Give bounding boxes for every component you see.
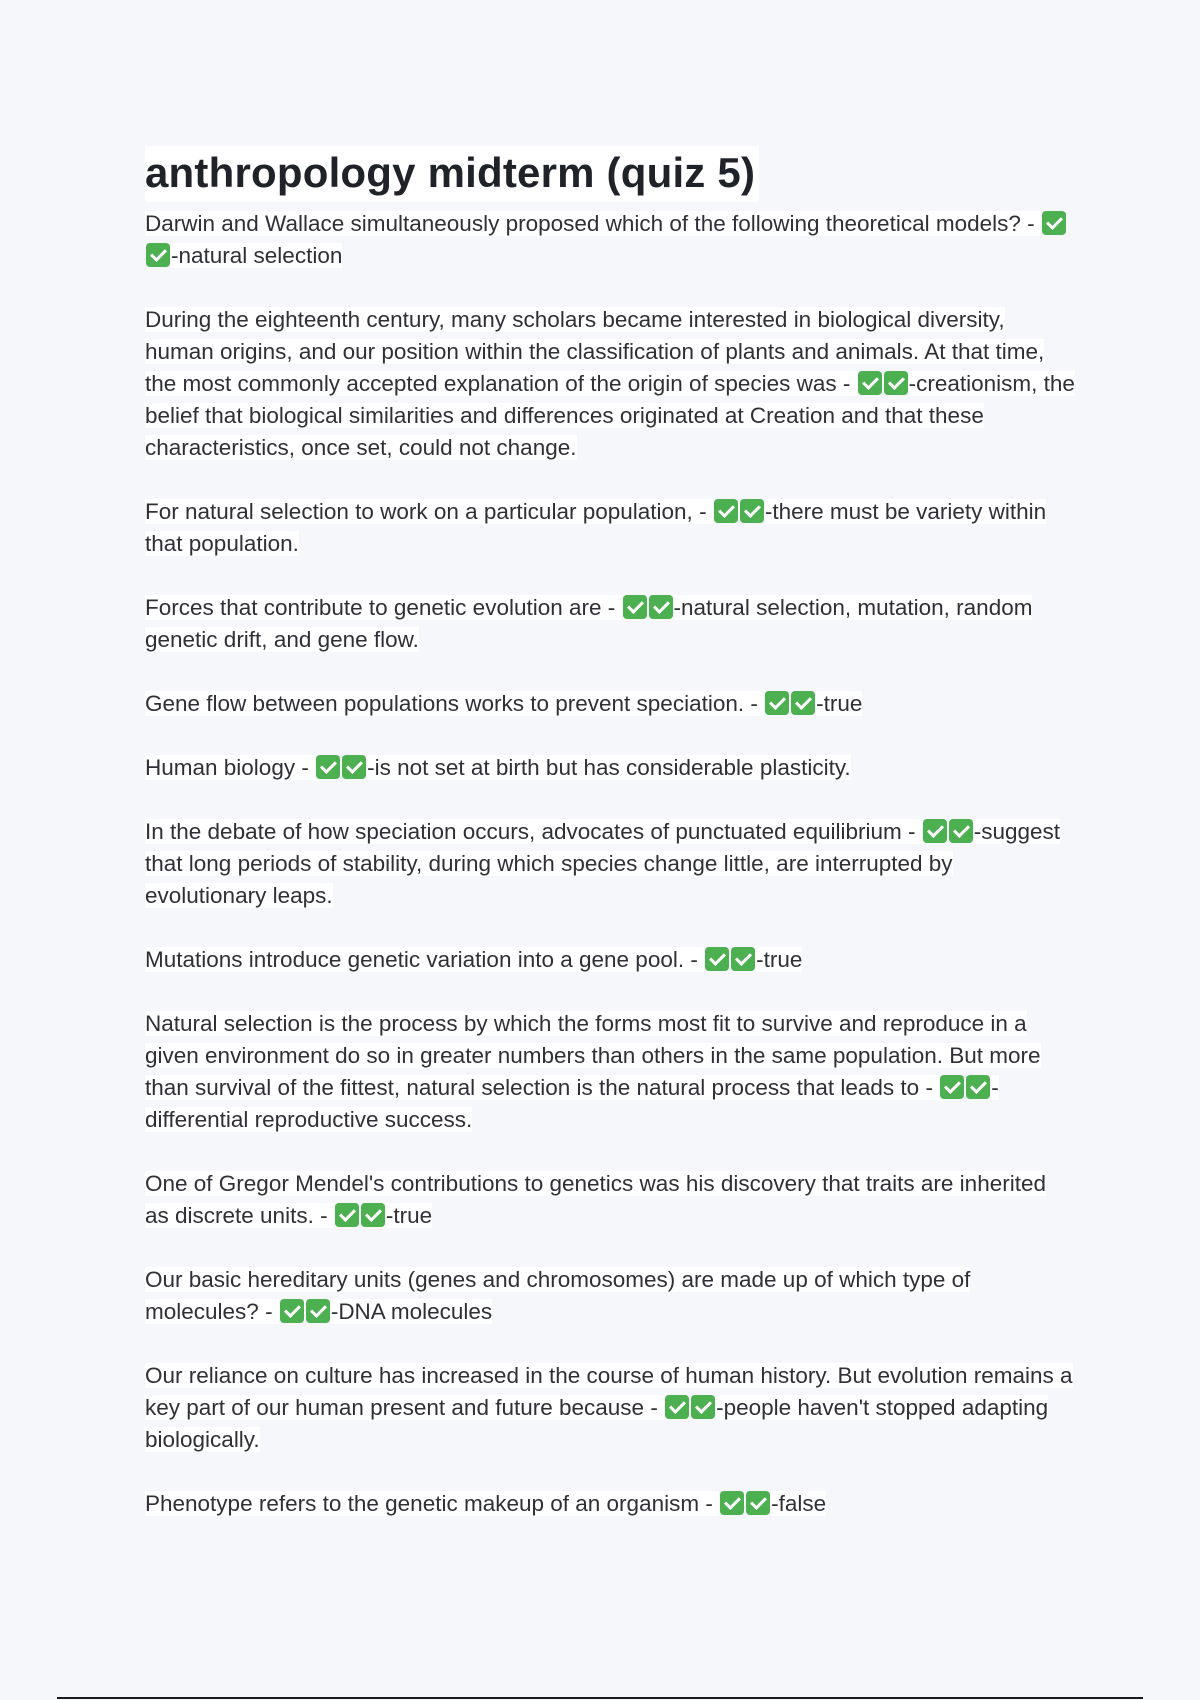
page-title: anthropology midterm (quiz 5) — [145, 146, 759, 202]
check-mark-icon — [280, 1299, 304, 1323]
qa-item — [145, 496, 1075, 560]
answer-prefix: - — [673, 595, 682, 620]
check-mark-icon — [731, 947, 755, 971]
qa-item — [145, 816, 1075, 912]
question-text: Human biology — [145, 755, 296, 780]
document-content — [145, 146, 1075, 1552]
qa-item — [145, 592, 1075, 656]
answer-prefix: - — [330, 1299, 339, 1324]
qa-item — [145, 208, 1075, 272]
question-separator: - — [692, 499, 713, 524]
qa-item — [145, 1168, 1075, 1232]
qa-item — [145, 1264, 1075, 1328]
answer-text: differential reproductive success. — [145, 1107, 473, 1132]
question-text: Darwin and Wallace simultaneously proposed which of the following theoretical models? — [145, 211, 1021, 236]
question-text: During the eighteenth century, many scholars became interested in biological diversity, human origins, and our position within the classification of plants and animals. At that time, the most commonly accepted explanation of the origin of species was — [145, 307, 1045, 396]
answer-prefix: - — [908, 371, 917, 396]
question-text: For natural selection to work on a particular population, — [145, 499, 693, 524]
check-mark-icon — [705, 947, 729, 971]
qa-item — [145, 304, 1075, 464]
answer-prefix: - — [991, 1075, 999, 1100]
question-separator: - — [684, 947, 705, 972]
question-text: Gene flow between populations works to prevent speciation. — [145, 691, 745, 716]
question-separator: - — [258, 1299, 279, 1324]
question-separator: - — [744, 691, 765, 716]
answer-text: true — [393, 1203, 433, 1228]
question-text: Phenotype refers to the genetic makeup of an organism — [145, 1491, 700, 1516]
check-mark-icon — [720, 1491, 744, 1515]
answer-prefix: - — [385, 1203, 394, 1228]
question-separator: - — [901, 819, 922, 844]
answer-text: natural selection — [178, 243, 343, 268]
answer-text: true — [763, 947, 803, 972]
check-mark-icon — [361, 1203, 385, 1227]
check-mark-icon — [966, 1075, 990, 1099]
answer-text: natural selection, mutation, random genetic drift, and gene flow. — [145, 595, 1033, 652]
check-mark-icon — [691, 1395, 715, 1419]
check-mark-icon — [949, 819, 973, 843]
answer-prefix: - — [816, 691, 824, 716]
question-text: Our reliance on culture has increased in the course of human history. But evolution remains a key part of our human present and future because — [145, 1363, 1073, 1420]
check-mark-icon — [316, 755, 340, 779]
answer-text: creationism, the belief that biological similarities and differences originated at Creation and that these characteristics, once set, could not change. — [145, 371, 1075, 460]
answer-prefix: - — [171, 243, 179, 268]
question-separator: - — [313, 1203, 334, 1228]
question-separator: - — [601, 595, 622, 620]
check-mark-icon — [923, 819, 947, 843]
check-mark-icon — [146, 243, 170, 267]
answer-prefix: - — [771, 1491, 779, 1516]
check-mark-icon — [1042, 211, 1066, 235]
answer-text: is not set at birth but has considerable plasticity. — [374, 755, 851, 780]
question-separator: - — [1020, 211, 1041, 236]
answer-prefix: - — [716, 1395, 724, 1420]
question-text: One of Gregor Mendel's contributions to genetics was his discovery that traits are inherited as discrete units. — [145, 1171, 1046, 1228]
check-mark-icon — [858, 371, 882, 395]
answer-text: people haven't stopped adapting biologically. — [145, 1395, 1049, 1452]
question-text: Natural selection is the process by which the forms most fit to survive and reproduce in a given environment do so in greater numbers than others in the same population. But more than survival of the fittest, natural selection is the natural process that leads to — [145, 1011, 1041, 1100]
question-separator: - — [644, 1395, 665, 1420]
question-text: Mutations introduce genetic variation into a gene pool. — [145, 947, 685, 972]
check-mark-icon — [714, 499, 738, 523]
answer-text: DNA molecules — [338, 1299, 493, 1324]
question-text: Forces that contribute to genetic evolution are — [145, 595, 602, 620]
question-text: In the debate of how speciation occurs, advocates of punctuated equilibrium — [145, 819, 902, 844]
check-mark-icon — [940, 1075, 964, 1099]
check-mark-icon — [791, 691, 815, 715]
check-mark-icon — [740, 499, 764, 523]
qa-item — [145, 688, 1075, 720]
qa-item — [145, 1488, 1075, 1520]
qa-item — [145, 1008, 1075, 1136]
check-mark-icon — [335, 1203, 359, 1227]
check-mark-icon — [649, 595, 673, 619]
question-separator: - — [919, 1075, 940, 1100]
answer-text: true — [823, 691, 863, 716]
qa-list — [145, 208, 1075, 1520]
answer-text: suggest that long periods of stability, during which species change little, are interrupted by evolutionary leaps. — [145, 819, 1061, 908]
qa-item — [145, 752, 1075, 784]
answer-text: false — [778, 1491, 827, 1516]
answer-prefix: - — [756, 947, 764, 972]
answer-prefix: - — [764, 499, 773, 524]
qa-item — [145, 944, 1075, 976]
question-separator: - — [699, 1491, 720, 1516]
check-mark-icon — [884, 371, 908, 395]
question-text: Our basic hereditary units (genes and chromosomes) are made up of which type of molecules? — [145, 1267, 971, 1324]
question-separator: - — [836, 371, 857, 396]
question-separator: - — [295, 755, 316, 780]
check-mark-icon — [623, 595, 647, 619]
answer-prefix: - — [973, 819, 982, 844]
bottom-divider — [57, 1697, 1143, 1699]
check-mark-icon — [306, 1299, 330, 1323]
answer-prefix: - — [367, 755, 375, 780]
check-mark-icon — [342, 755, 366, 779]
check-mark-icon — [665, 1395, 689, 1419]
qa-item — [145, 1360, 1075, 1456]
check-mark-icon — [765, 691, 789, 715]
answer-text: there must be variety within that population. — [145, 499, 1047, 556]
check-mark-icon — [746, 1491, 770, 1515]
